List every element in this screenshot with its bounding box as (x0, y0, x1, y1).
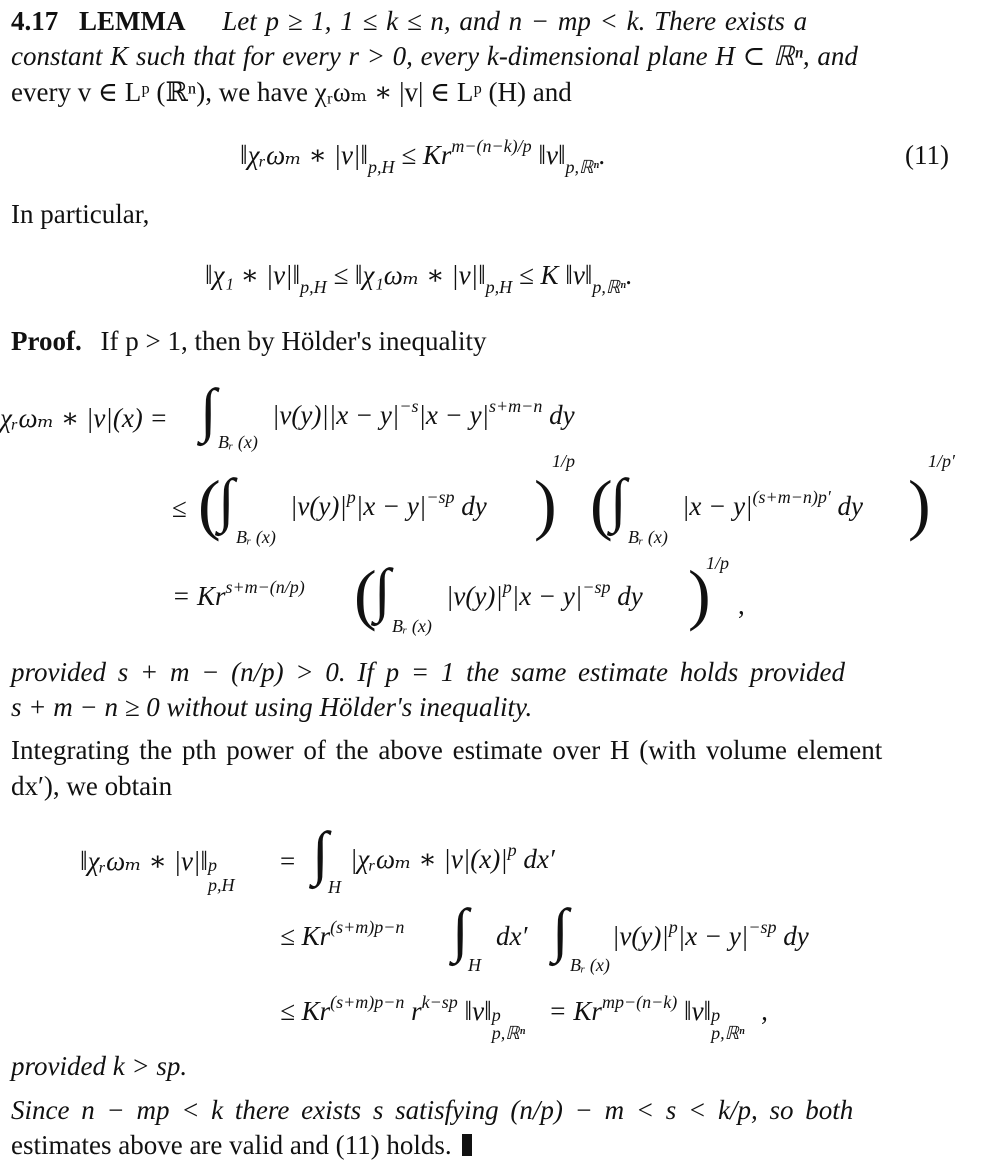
provided2-line: provided k > sp. (11, 1051, 188, 1081)
d1-row3-exp-p: p (502, 577, 512, 597)
d1-row2-rel: ≤ (172, 493, 187, 523)
eqp-part3: ≤ K ‖v‖ (518, 260, 593, 290)
eqp-sub1: p,H (300, 277, 327, 297)
d1-row3-rel: = Kr (172, 581, 226, 611)
d1-row1 (272, 396, 575, 430)
d1-row3-integral: ∫ (374, 557, 391, 623)
eq11-exp: m−(n−k)/p (451, 136, 532, 156)
d2-row2-domainB: Bᵣ (x) (570, 955, 610, 975)
proof-label: Proof. (11, 326, 82, 356)
d2-row2-exp-p: p (668, 917, 678, 937)
proof-intro-text: If p > 1, then by Hölder's inequality (100, 326, 487, 356)
lemma-heading (11, 8, 807, 35)
d1-row3-pow: 1/p (706, 553, 730, 573)
eqp-part2: ≤ ‖χ₁ωₘ ∗ |v|‖ (333, 260, 486, 290)
d2-row3-rel: ≤ Kr (280, 996, 331, 1026)
d2-row2-integral2: ∫ (552, 897, 569, 963)
d2-row2-body (612, 917, 809, 951)
d1-row2-domain1: Bᵣ (x) (236, 527, 276, 547)
d2-row2-exp-sp: −sp (748, 917, 777, 937)
d2-row3-eq: = Kr (548, 996, 602, 1026)
d1-row3-mid: |x − y| (511, 581, 583, 611)
d1-row2-domain2: Bᵣ (x) (628, 527, 668, 547)
provided1-line-a (11, 659, 956, 686)
eqp-end: . (625, 260, 633, 290)
since-line-a (11, 1097, 956, 1124)
d1-row2-rparen2: ) (908, 466, 931, 542)
integrating-line-b: dx′), we obtain (11, 771, 173, 801)
d2-row1-body (350, 840, 555, 874)
eq11-rel: ≤ Kr (401, 140, 452, 170)
d1-row3-rparen: ) (688, 556, 711, 632)
d1-row3-domain: Bᵣ (x) (392, 616, 432, 636)
lemma-number: 4.17 (11, 6, 59, 36)
d2-row2-domainH: H (468, 955, 481, 975)
d2-row1-dx: dx′ (523, 844, 555, 874)
d2-lhs-sub: p,H (208, 875, 235, 895)
eq11-end: . (598, 140, 606, 170)
d1-row2-rparen1: ) (534, 466, 557, 542)
since-line-b (11, 1132, 472, 1159)
d1-lhs: χᵣωₘ ∗ |v|(x) = (0, 403, 168, 433)
d1-row3-exp-sp: −sp (582, 577, 611, 597)
d2-row3-norm-sup: p (491, 1005, 501, 1025)
d1-row3-integrand: |v(y)| (446, 581, 503, 611)
equation-tag-11: (11) (905, 140, 949, 170)
d2-row1-integral: ∫ (312, 820, 329, 886)
d2-row1-domain: H (328, 877, 341, 897)
eq11-rhs: ‖v‖ (538, 140, 566, 170)
d1-row3-exp: s+m−(n/p) (225, 577, 305, 597)
d2-row3-exp1: (s+m)p−n (330, 992, 405, 1012)
d1-row2-dy2: dy (837, 491, 864, 521)
d2-lhs (80, 846, 244, 895)
lemma-line1: Let p ≥ 1, 1 ≤ k ≤ n, and n − mp < k. There exists a (222, 6, 808, 36)
d1-row3-body (446, 577, 643, 611)
eq11-rhs-sub: p,ℝⁿ (565, 157, 599, 177)
eq11-lhs-sub: p,H (368, 157, 395, 177)
lemma-line2: constant K such that for every r > 0, every k-dimensional plane H ⊂ ℝⁿ, and (11, 41, 858, 71)
d1-row2-integral2: ∫ (610, 467, 627, 533)
in-particular-text: In particular, (11, 199, 150, 229)
d2-row2-dy: dy (783, 921, 809, 951)
d2-row3 (280, 992, 768, 1043)
integrating-line-a: Integrating the pth power of the above estimate over H (with volume element (11, 735, 883, 765)
d2-row2-integral1: ∫ (452, 897, 469, 963)
d2-row3-norm: ‖v‖ (464, 996, 492, 1026)
d1-row1-dy: dy (549, 400, 575, 430)
d2-row2-dx: dx′ (496, 921, 528, 951)
d1-row3-end: , (738, 590, 745, 620)
eqp-part1: ‖χ₁ ∗ |v|‖ (205, 260, 301, 290)
equation-particular (205, 260, 633, 297)
since-a-text: Since n − mp < k there exists s satisfying (n/p) − m < s < k/p, so both (11, 1095, 854, 1125)
d1-row1-exp2: s+m−n (489, 396, 543, 416)
d2-row1-integrand: |χᵣωₘ ∗ |v|(x)| (350, 844, 508, 874)
d1-row3-lparen: ( (354, 556, 377, 632)
d1-row2-mid1: |x − y| (355, 491, 427, 521)
d2-row3-end: , (761, 996, 768, 1026)
d1-row2-exp-sp: −sp (426, 487, 455, 507)
equation-11 (240, 136, 606, 177)
qed-icon (462, 1134, 472, 1156)
d2-eq: = (280, 846, 296, 876)
eq11-lhs: ‖χᵣωₘ ∗ |v|‖ (240, 140, 368, 170)
d1-row2-integrand2: |x − y| (682, 491, 753, 521)
d2-row2-mid: |x − y| (677, 921, 749, 951)
d1-row3-dy: dy (617, 581, 643, 611)
d1-row2-part1 (290, 487, 487, 521)
d2-row3-norm2: ‖v‖ (683, 996, 712, 1026)
provided1-line-b: s + m − n ≥ 0 without using Hölder's inequality. (11, 692, 533, 722)
d2-row3-r: r (411, 996, 422, 1026)
d2-row2-integrand: |v(y)| (612, 921, 669, 951)
d2-row3-norm2-sub: p,ℝⁿ (711, 1023, 745, 1043)
d1-row2-pow1: 1/p (552, 451, 576, 471)
d1-row2-lparen1: ( (198, 466, 221, 542)
d1-row2-integral1: ∫ (218, 467, 235, 533)
lemma-line3: every v ∈ Lᵖ (ℝⁿ), we have χᵣωₘ ∗ |v| ∈ Lᵖ (H) and (11, 77, 572, 107)
d1-row2-exp2: (s+m−n)p′ (752, 487, 831, 507)
d2-row3-norm-sub: p,ℝⁿ (491, 1023, 526, 1043)
d2-row1-exp: p (507, 840, 517, 860)
lemma-label: LEMMA (79, 6, 186, 36)
d1-row3-lead (172, 577, 305, 611)
d2-row2-lead (280, 917, 405, 951)
d1-row2-exp-p: p (346, 487, 356, 507)
proof-intro (11, 328, 487, 355)
d1-row2-part2 (682, 487, 864, 521)
d1-row1-integral: ∫ (200, 377, 217, 443)
d2-row2-exp: (s+m)p−n (330, 917, 405, 937)
d1-row2-integrand1: |v(y)| (290, 491, 347, 521)
since-b-text: estimates above are valid and (11) holds. (11, 1130, 452, 1160)
d2-row3-norm2-sup: p (711, 1005, 721, 1025)
d2-lhs-sup: p (208, 855, 217, 875)
d1-row1-domain: Bᵣ (x) (218, 432, 258, 452)
d2-row2-rel: ≤ Kr (280, 921, 331, 951)
d2-lhs-norm: ‖χᵣωₘ ∗ |v|‖ (80, 846, 208, 876)
eqp-sub2: p,H (485, 277, 513, 297)
d1-row2-pow2: 1/p′ (928, 451, 955, 471)
d1-row2-dy1: dy (461, 491, 487, 521)
d1-row1-integrand: |v(y)||x − y| (272, 400, 400, 430)
provided1-a-text: provided s + m − (n/p) > 0. If p = 1 the same estimate holds provided (11, 657, 846, 687)
d2-row3-exp3: mp−(n−k) (601, 992, 678, 1012)
d1-row2-lparen2: ( (590, 466, 613, 542)
d1-row1-mid: |x − y| (418, 400, 490, 430)
d1-row1-exp1: −s (399, 396, 419, 416)
d2-row3-exp2: k−sp (421, 992, 458, 1012)
eqp-sub3: p,ℝⁿ (592, 277, 626, 297)
